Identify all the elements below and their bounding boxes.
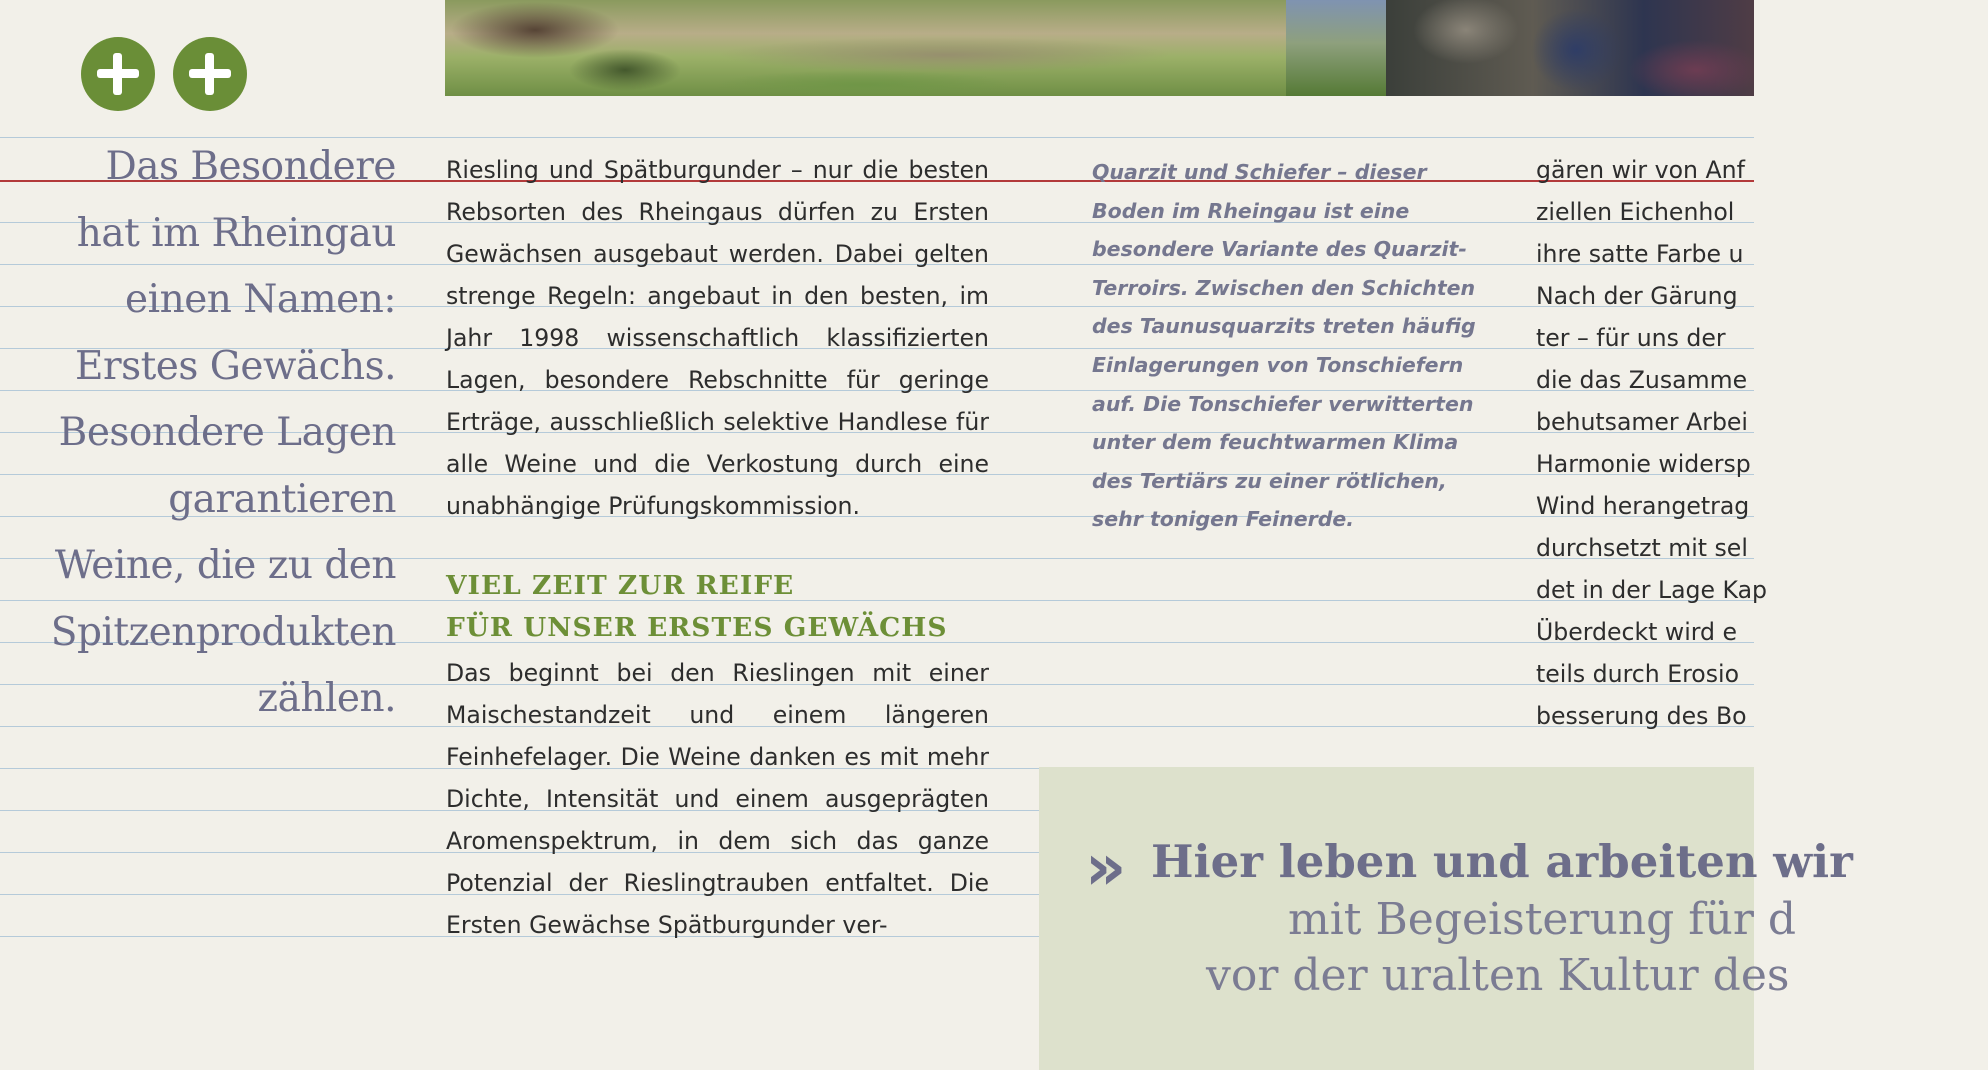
plus-icon[interactable]	[81, 37, 155, 111]
body-line: ziellen Eichenhol	[1536, 198, 1735, 226]
body-line: teils durch Erosio	[1536, 660, 1740, 688]
body-line: Überdeckt wird e	[1536, 618, 1738, 646]
intro-line: Besondere Lagen	[58, 410, 396, 455]
highlight-subline: vor der uralten Kultur des	[1206, 950, 1790, 1001]
intro-line: garantieren	[168, 476, 396, 522]
pull-quote: Quarzit und Schiefer – dieser Boden im Rheingau ist eine besondere Variante des Quarzit-Terroirs. Zwischen den Schichten des Taunusquarzits treten häufig Einlagerungen von Tonschiefern auf. Die Tonschiefer verwitterten unter dem feuchtwarmen Klima des Tertiärs zu einer rötlichen, sehr tonigen Feinerde.	[1092, 160, 1476, 532]
intro-line: Weine, die zu den	[54, 543, 396, 588]
body-paragraph: Das beginnt bei den Rieslingen mit einer Maischestandzeit und einem längeren Feinhefelager. Die Weine danken es mit mehr Dichte, Intensität und einem ausgeprägten Aromenspektrum, in dem sich das ganze Potenzial der Rieslingtrauben entfaltet. Die Ersten Gewächse Spätburgunder ver-	[446, 659, 989, 939]
body-line: behutsamer Arbei	[1536, 408, 1748, 436]
body-column-1	[446, 149, 989, 527]
chevron-right-icon: »	[1085, 831, 1127, 905]
intro-line: Erstes Gewächs.	[74, 343, 396, 389]
body-line: durchsetzt mit sel	[1536, 534, 1748, 562]
body-paragraph: Riesling und Spätburgunder – nur die besten Rebsorten des Rheingaus dürfen zu Ersten Gewächsen ausgebaut werden. Dabei gelten strenge Regeln: angebaut in den besten, im Jahr 1998 wissenschaftlich klassifizierten Lagen, besondere Rebschnitte für geringe Erträge, ausschließlich selektive Handlese für alle Weine und die Verkostung durch eine unabhängige Prüfungskommission.	[446, 156, 989, 520]
body-line: Harmonie widersp	[1536, 450, 1751, 478]
highlight-subline: mit Begeisterung für d	[1288, 894, 1797, 945]
body-line: besserung des Bo	[1536, 702, 1747, 730]
plus-icon[interactable]	[173, 37, 247, 111]
body-column-3	[1536, 149, 1766, 737]
heading-line: VIEL ZEIT ZUR REIFE	[446, 570, 795, 601]
section-heading	[446, 565, 1006, 649]
intro-line: einen Namen:	[125, 277, 396, 322]
body-line: ihre satte Farbe u	[1536, 240, 1744, 268]
intro-line: zählen.	[257, 676, 396, 721]
body-line: det in der Lage Kap	[1536, 576, 1768, 604]
river-photo	[1286, 0, 1386, 96]
body-column-1-continued	[446, 652, 989, 946]
body-line: Wind herangetrag	[1536, 492, 1750, 520]
vineyard-photo	[445, 0, 1286, 96]
body-line: die das Zusamme	[1536, 366, 1748, 394]
harvester-photo	[1386, 0, 1754, 96]
heading-line: FÜR UNSER ERSTES GEWÄCHS	[446, 612, 948, 643]
intro-line: hat im Rheingau	[76, 210, 396, 256]
highlight-title: Hier leben und arbeiten wir	[1151, 835, 1853, 888]
intro-line: Spitzenprodukten	[50, 609, 396, 655]
body-line: ter – für uns der	[1536, 324, 1726, 352]
intro-line: Das Besondere	[105, 144, 396, 189]
body-line: Nach der Gärung	[1536, 282, 1738, 310]
body-line: gären wir von Anf	[1536, 156, 1745, 184]
intro-statement	[0, 134, 396, 733]
